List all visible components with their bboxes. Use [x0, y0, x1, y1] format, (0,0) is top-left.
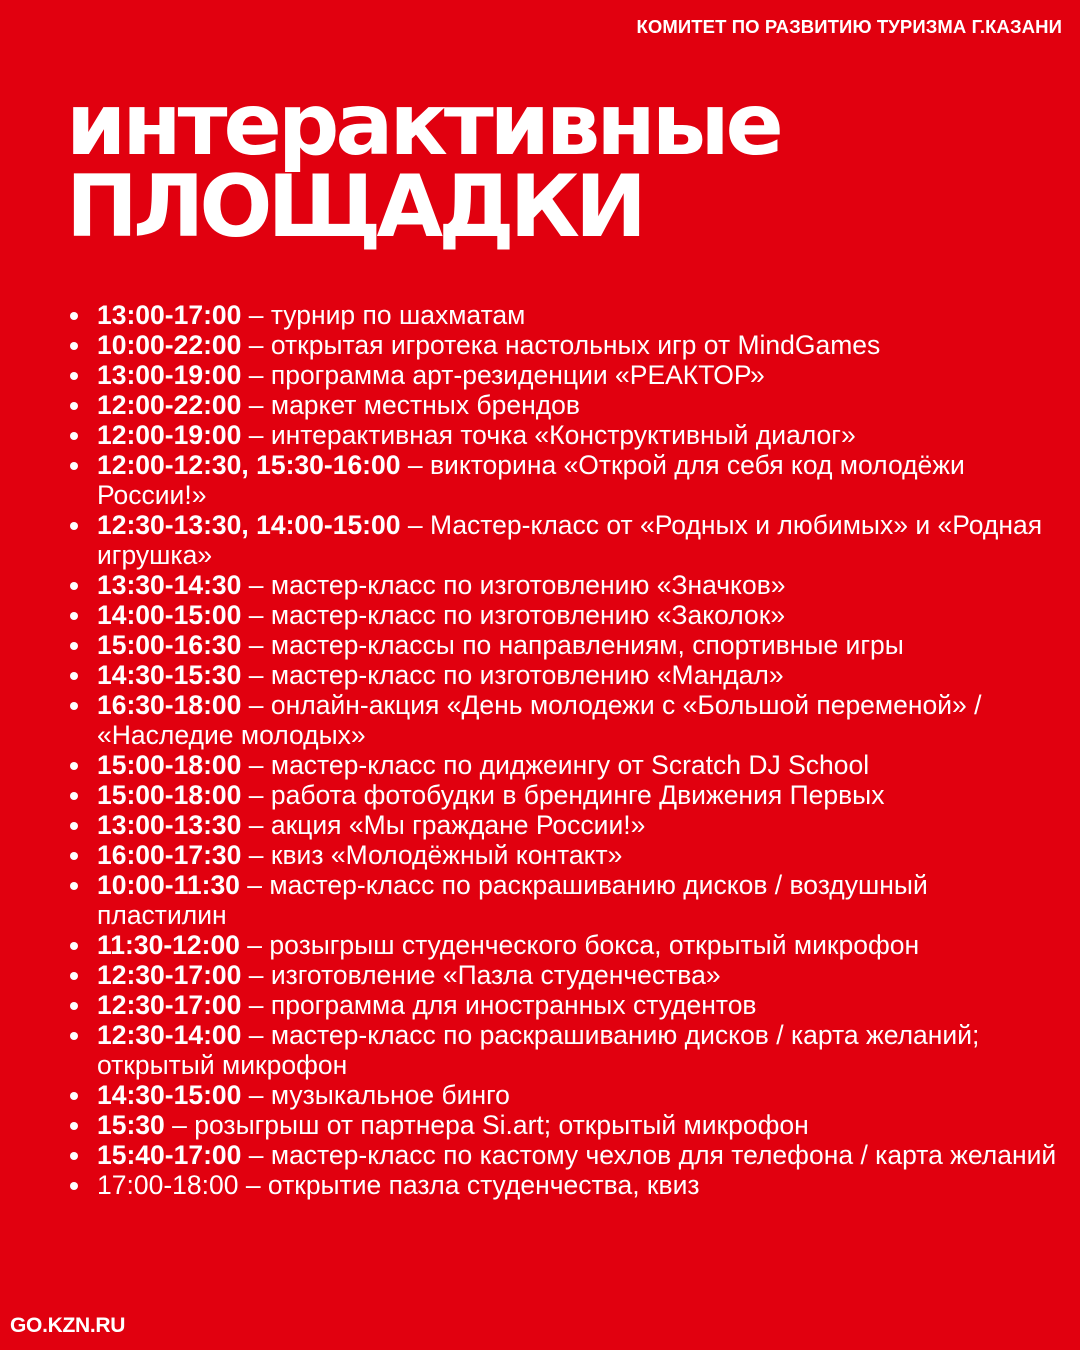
schedule-time: 17:00-18:00 [97, 1170, 239, 1200]
schedule-item [70, 960, 1060, 990]
schedule-item [70, 330, 1060, 360]
schedule-activity: – программа арт-резиденции «РЕАКТОР» [241, 360, 765, 390]
schedule-time: 12:30-13:30, 14:00-15:00 [97, 510, 401, 540]
schedule-activity: – работа фотобудки в брендинге Движения Первых [241, 780, 885, 810]
schedule-time: 10:00-22:00 [97, 330, 242, 360]
schedule-time: 13:00-19:00 [97, 360, 242, 390]
schedule-item [70, 570, 1060, 600]
website-url: GO.KZN.RU [10, 1314, 126, 1337]
schedule-activity: – мастер-класс по изготовлению «Значков» [241, 570, 786, 600]
schedule-item [70, 930, 1060, 960]
schedule-list [70, 300, 1060, 1200]
schedule-item [70, 780, 1060, 810]
schedule-activity: – мастер-классы по направлениям, спортивные игры [241, 630, 904, 660]
title-line-1: интерактивные [66, 75, 780, 175]
page-title [66, 75, 780, 257]
schedule-time: 12:30-17:00 [97, 960, 242, 990]
schedule-activity: – турнир по шахматам [241, 300, 526, 330]
schedule-activity: – мастер-класс по диджеингу от Scratch DJ School [241, 750, 870, 780]
schedule-activity: – открытие пазла студенчества, квиз [238, 1170, 700, 1200]
schedule-time: 13:00-17:00 [97, 300, 242, 330]
schedule-item [70, 690, 1060, 750]
schedule-time: 14:00-15:00 [97, 600, 242, 630]
schedule-time: 12:30-17:00 [97, 990, 242, 1020]
schedule-activity: – мастер-класс по изготовлению «Заколок» [241, 600, 786, 630]
schedule-item [70, 1080, 1060, 1110]
schedule-item [70, 360, 1060, 390]
schedule-time: 15:00-18:00 [97, 750, 242, 780]
schedule-item [70, 390, 1060, 420]
schedule-activity: – онлайн-акция «День молодежи с «Большой переменой» / «Наследие молодых» [97, 690, 982, 750]
schedule-activity: – изготовление «Пазла студенчества» [241, 960, 721, 990]
schedule-time: 10:00-11:30 [97, 870, 240, 900]
schedule-activity: – маркет местных брендов [241, 390, 581, 420]
schedule-time: 15:40-17:00 [97, 1140, 242, 1170]
schedule-item [70, 660, 1060, 690]
schedule-activity: – квиз «Молодёжный контакт» [241, 840, 623, 870]
schedule-time: 15:30 [97, 1110, 165, 1140]
schedule-item [70, 990, 1060, 1020]
organization-name: КОМИТЕТ ПО РАЗВИТИЮ ТУРИЗМА Г.КАЗАНИ [636, 16, 1062, 37]
title-line-2: ПЛОЩАДКИ [66, 157, 642, 257]
schedule-time: 15:00-18:00 [97, 780, 242, 810]
schedule-activity: – розыгрыш от партнера Si.art; открытый микрофон [164, 1110, 809, 1140]
schedule-activity: – музыкальное бинго [241, 1080, 510, 1110]
schedule-time: 12:00-22:00 [97, 390, 242, 420]
schedule-time: 14:30-15:30 [97, 660, 242, 690]
schedule-item [70, 510, 1060, 570]
schedule-item [70, 1170, 1060, 1200]
schedule-activity: – мастер-класс по кастому чехлов для телефона / карта желаний [241, 1140, 1057, 1170]
schedule-time: 12:00-12:30, 15:30-16:00 [97, 450, 401, 480]
schedule-time: 12:30-14:00 [97, 1020, 242, 1050]
schedule-activity: – викторина «Открой для себя код молодёжи России!» [97, 450, 965, 510]
schedule-activity: – розыгрыш студенческого бокса, открытый микрофон [239, 930, 920, 960]
schedule-time: 12:00-19:00 [97, 420, 242, 450]
schedule-item [70, 1020, 1060, 1080]
schedule-item [70, 630, 1060, 660]
schedule-activity: – мастер-класс по раскрашиванию дисков / воздушный пластилин [97, 870, 928, 930]
schedule-time: 11:30-12:00 [97, 930, 240, 960]
schedule-item [70, 450, 1060, 510]
schedule-activity: – мастер-класс по изготовлению «Мандал» [241, 660, 784, 690]
schedule-activity: – открытая игротека настольных игр от MindGames [241, 330, 881, 360]
schedule-time: 14:30-15:00 [97, 1080, 242, 1110]
schedule-time: 16:30-18:00 [97, 690, 242, 720]
schedule-item [70, 750, 1060, 780]
schedule-activity: – интерактивная точка «Конструктивный диалог» [241, 420, 856, 450]
schedule-item [70, 810, 1060, 840]
schedule-time: 13:30-14:30 [97, 570, 242, 600]
schedule-item [70, 840, 1060, 870]
schedule-activity: – программа для иностранных студентов [241, 990, 757, 1020]
schedule-item [70, 420, 1060, 450]
schedule-item [70, 1110, 1060, 1140]
schedule-activity: – Мастер-класс от «Родных и любимых» и «Родная игрушка» [97, 510, 1043, 570]
schedule-item [70, 1140, 1060, 1170]
schedule-activity: – мастер-класс по раскрашиванию дисков / карта желаний; открытый микрофон [97, 1020, 980, 1080]
schedule-time: 15:00-16:30 [97, 630, 242, 660]
schedule-item [70, 870, 1060, 930]
schedule-activity: – акция «Мы граждане России!» [241, 810, 646, 840]
schedule-item [70, 600, 1060, 630]
schedule-time: 16:00-17:30 [97, 840, 242, 870]
schedule-item [70, 300, 1060, 330]
schedule-time: 13:00-13:30 [97, 810, 242, 840]
